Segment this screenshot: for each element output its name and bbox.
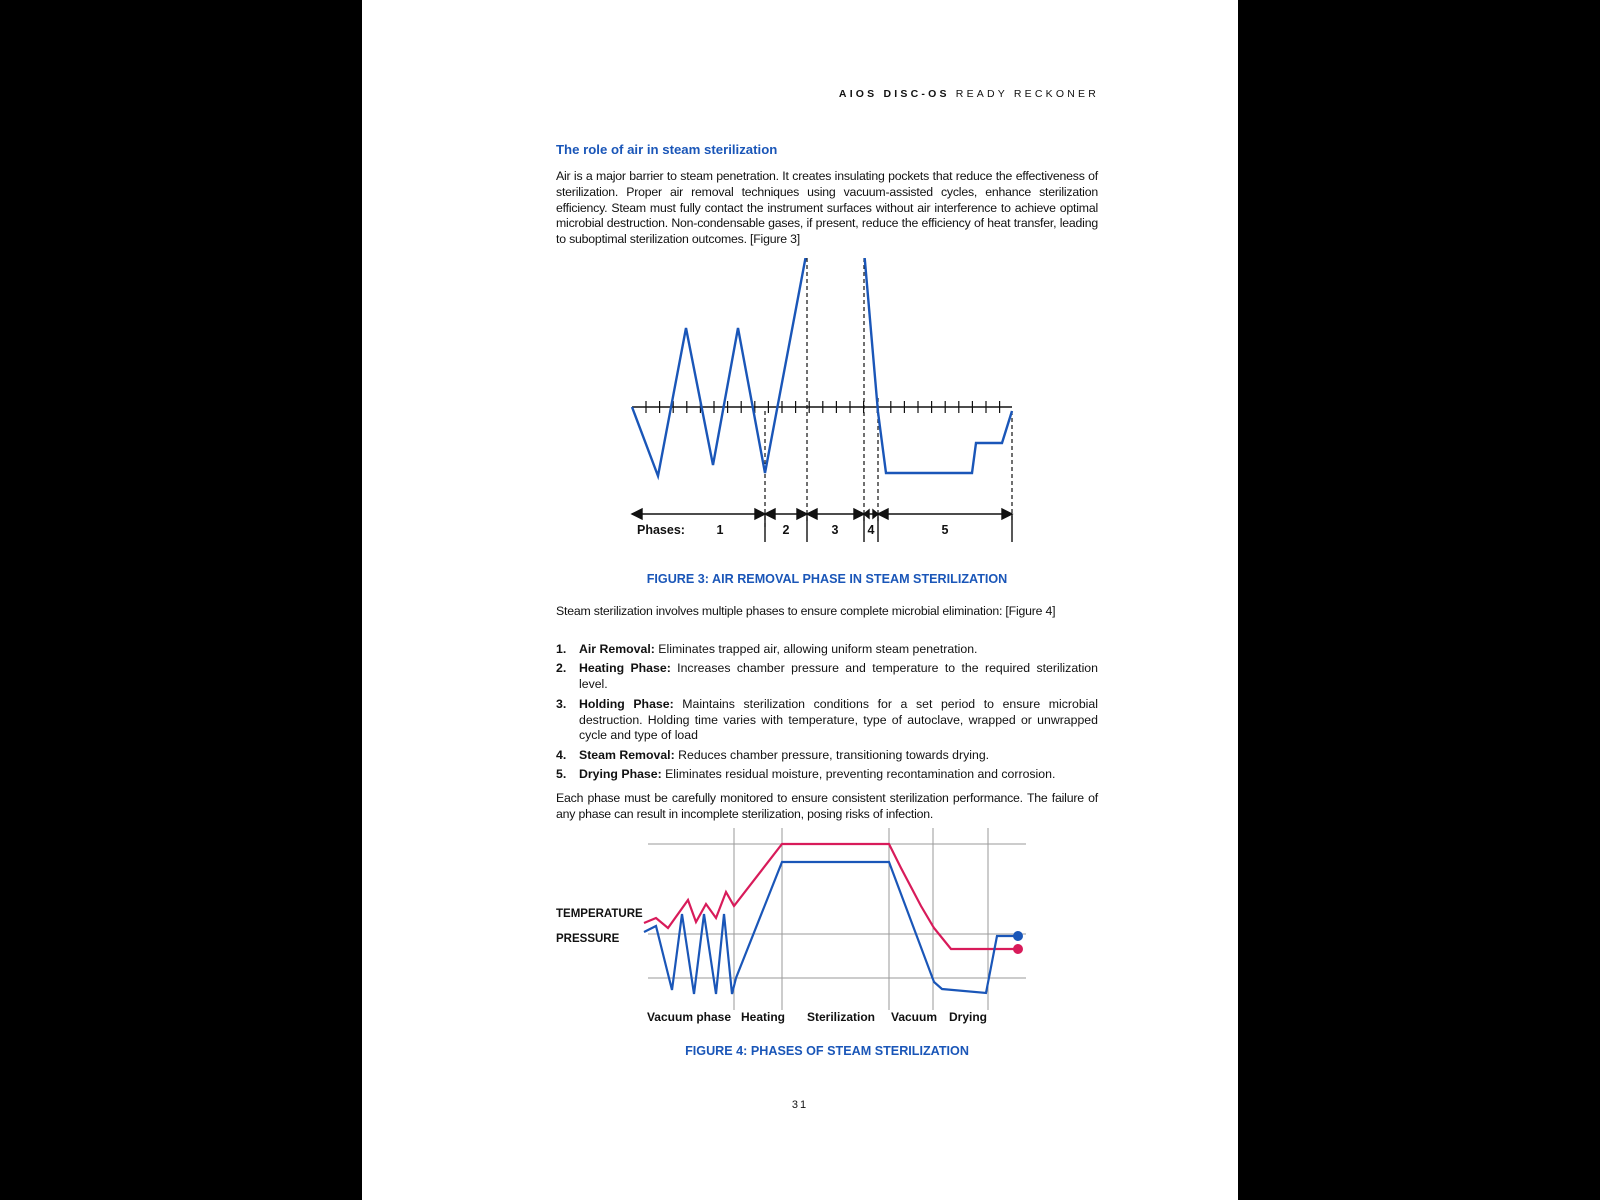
fig3-phase-1: 1 xyxy=(716,523,724,537)
figure-4-caption: FIGURE 4: PHASES OF STEAM STERILIZATION xyxy=(685,1044,969,1058)
step-term: Air Removal: xyxy=(579,642,655,656)
fig3-axis xyxy=(632,401,1012,413)
intro-paragraph: Air is a major barrier to steam penetration. It creates insulating pockets that reduce the effectiveness of sterilization. Proper air removal techniques using vacuum-assisted cycles, enhance sterilization efficiency. Steam must fully contact the instrument surfaces without air interference to achieve optimal microbial destruction. Non-condensable gases, if present, reduce the efficiency of heat transfer, leading to suboptimal sterilization outcomes. [Figure 3] xyxy=(556,169,1098,247)
list-item xyxy=(556,748,1098,764)
page-content xyxy=(556,142,1098,1058)
step-number: 1. xyxy=(556,642,567,656)
figure-4-diagram xyxy=(556,828,1098,1038)
step-term: Steam Removal: xyxy=(579,747,675,762)
list-item xyxy=(556,661,1098,693)
document-page xyxy=(362,0,1238,1200)
fig3-phase-3: 3 xyxy=(831,523,839,537)
section-title: The role of air in steam sterilization xyxy=(556,142,778,157)
fig3-pressure-curve xyxy=(632,258,1012,476)
list-item xyxy=(556,642,1098,658)
fig4-temperature-curve xyxy=(644,844,1018,949)
step-number: 5. xyxy=(556,767,567,782)
figure-3-diagram xyxy=(556,258,1098,568)
step-text: Reduces chamber pressure, transitioning towards drying. xyxy=(674,747,990,762)
step-text: Increases chamber pressure and temperature to the required sterilization level. xyxy=(579,661,1098,692)
fig3-phase-5: 5 xyxy=(941,523,949,537)
fig3-dashed-guides xyxy=(765,258,1012,528)
header-brand: AIOS DISC-OS xyxy=(838,88,950,100)
step-text: Eliminates trapped air, allowing uniform steam penetration. xyxy=(654,642,978,656)
list-item xyxy=(556,767,1098,783)
step-number: 2. xyxy=(556,661,567,676)
step-term: Holding Phase: xyxy=(579,696,674,711)
fig4-phase-label-vacuum: Vacuum xyxy=(890,1010,938,1024)
closing-paragraph: Each phase must be carefully monitored to ensure consistent sterilization performance. The failure of any phase can result in incomplete sterilization, posing risks of infection. xyxy=(556,791,1098,821)
fig4-phase-label-sterilization: Sterilization xyxy=(806,1010,876,1024)
phases-intro-paragraph: Steam sterilization involves multiple phases to ensure complete microbial elimination: [Figure 4] xyxy=(556,604,1056,618)
running-header xyxy=(839,88,1099,100)
fig3-phase-2: 2 xyxy=(782,523,790,537)
fig4-phase-label-drying: Drying xyxy=(948,1010,988,1024)
step-number: 3. xyxy=(556,696,567,711)
header-subtitle: READY RECKONER xyxy=(955,88,1099,100)
step-number: 4. xyxy=(556,747,567,762)
phase-steps-list xyxy=(556,642,1098,787)
fig4-phase-label-heating: Heating xyxy=(740,1010,786,1024)
fig3-phase-4: 4 xyxy=(867,523,875,537)
step-term: Heating Phase: xyxy=(579,661,671,676)
figure-3-caption: FIGURE 3: AIR REMOVAL PHASE IN STEAM STERILIZATION xyxy=(646,572,1008,586)
step-text: Eliminates residual moisture, preventing recontamination and corrosion. xyxy=(661,767,1056,782)
step-term: Drying Phase: xyxy=(579,767,662,782)
list-item xyxy=(556,697,1098,744)
fig3-phase-markers xyxy=(632,509,1012,542)
fig4-pressure-curve xyxy=(644,862,1018,994)
fig4-temperature-end-marker xyxy=(1013,944,1023,954)
fig4-temperature-label: TEMPERATURE xyxy=(556,908,643,920)
step-text: Maintains sterilization conditions for a set period to ensure microbial destruction. Holding time varies with temperature, type of autoclave, wrapped or unwrapped cycle and type of load xyxy=(579,696,1098,743)
page-number: 31 xyxy=(791,1099,809,1111)
fig4-pressure-label: PRESSURE xyxy=(556,933,620,945)
fig3-phases-label: Phases: xyxy=(637,523,685,537)
fig4-pressure-end-marker xyxy=(1013,931,1023,941)
fig4-phase-label-vacuum-phase: Vacuum phase xyxy=(646,1010,732,1024)
